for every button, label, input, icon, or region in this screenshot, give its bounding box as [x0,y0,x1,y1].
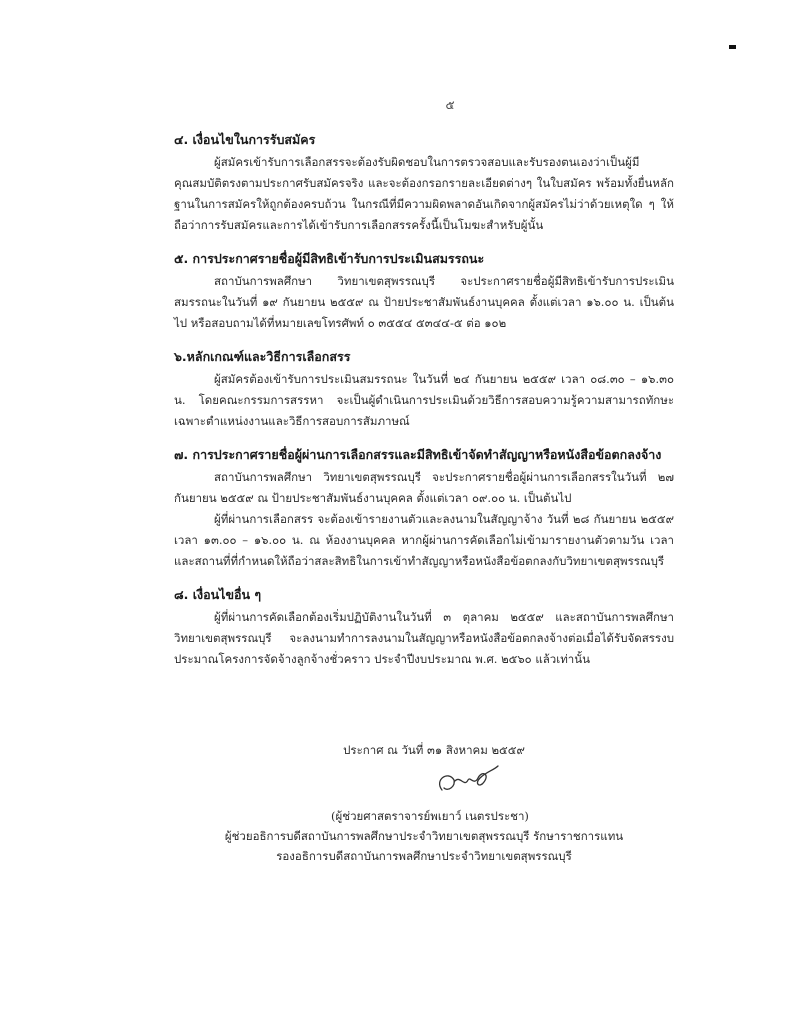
section-heading: ๗. การประกาศรายชื่อผู้ผ่านการเลือกสรรและมีสิทธิเข้าจัดทำสัญญาหรือหนังสือข้อตกลงจ้าง [174,447,662,462]
section-paragraph: ผู้ที่ผ่านการคัดเลือกต้องเริ่มปฏิบัติงานในวันที่ ๓ ตุลาคม ๒๕๕๙ และสถาบันการพลศึกษา วิทยาเขตสุพรรณบุรี จะลงนามทำการลงนามในสัญญาหรือหนังสือข้อตกลงจ้างต่อเมื่อได้รับจัดสรรงบประมาณโครงการจัดจ้างลูกจ้างชั่วคราว ประจำปีงบประมาณ พ.ศ. ๒๕๖๐ แล้วเท่านั้น [174,610,674,666]
section-paragraph: ผู้สมัครต้องเข้ารับการประเมินสมรรถนะ ในวันที่ ๒๔ กันยายน ๒๕๕๙ เวลา ๐๘.๓๐ – ๑๖.๓๐ น. โดยคณะกรรมการสรรหา จะเป็นผู้ดำเนินการประเมินด้วยวิธีการสอบความรู้ความสามารถทักษะเฉพาะตำแหน่งงานและวิธีการสอบการสัมภาษณ์ [174,372,674,428]
announcement-date: ประกาศ ณ วันที่ ๓๑ สิงหาคม ๒๕๕๙ [343,743,525,757]
section-selection-criteria [174,347,674,432]
closing-block [174,740,674,866]
section-passed-list-announcement [174,445,674,572]
scan-mark [729,45,736,49]
section-other-conditions [174,585,674,670]
signature-icon [430,762,500,802]
page-number: ๕ [445,98,455,112]
section-paragraph: สถาบันการพลศึกษา วิทยาเขตสุพรรณบุรี จะประกาศรายชื่อผู้มีสิทธิเข้ารับการประเมินสมรรถนะในวันที่ ๑๙ กันยายน ๒๕๕๙ ณ ป้ายประชาสัมพันธ์งานบุคคล ตั้งแต่เวลา ๑๖.๐๐ น. เป็นต้นไป หรือสอบถามได้ที่หมายเลขโทรศัพท์ ๐ ๓๕๕๔ ๕๓๔๔-๕ ต่อ ๑๐๒ [174,274,674,330]
section-eligible-list-announcement [174,249,674,334]
section-paragraph: สถาบันการพลศึกษา วิทยาเขตสุพรรณบุรี จะประกาศรายชื่อผู้ผ่านการเลือกสรรในวันที่ ๒๗ กันยายน ๒๕๕๙ ณ ป้ายประชาสัมพันธ์งานบุคคล ตั้งแต่เวลา ๐๙.๐๐ น. เป็นต้นไป [174,470,674,505]
signer-title-acting: รองอธิการบดีสถาบันการพลศึกษาประจำวิทยาเขตสุพรรณบุรี [276,849,572,863]
section-heading: ๕. การประกาศรายชื่อผู้มีสิทธิเข้ารับการประเมินสมรรถนะ [174,251,485,266]
section-application-conditions [174,130,674,236]
section-paragraph: ผู้ที่ผ่านการเลือกสรร จะต้องเข้ารายงานตัวและลงนามในสัญญาจ้าง วันที่ ๒๘ กันยายน ๒๕๕๙ เวลา ๑๓.๐๐ – ๑๖.๐๐ น. ณ ห้องงานบุคคล หากผู้ผ่านการคัดเลือกไม่เข้ามารายงานตัวตามวัน เวลา และสถานที่ที่กำหนดให้ถือว่าสละสิทธิในการเข้าทำสัญญาหรือหนังสือข้อตกลงกับวิทยาเขตสุพรรณบุรี [174,512,674,568]
section-heading: ๘. เงื่อนไขอื่น ๆ [174,587,262,602]
section-heading: ๖.หลักเกณฑ์และวิธีการเลือกสรร [174,349,351,364]
signer-name: (ผู้ช่วยศาสตราจารย์พเยาว์ เนตรประชา) [331,809,529,823]
signature [174,760,674,806]
document-body [174,130,674,683]
signer-title: ผู้ช่วยอธิการบดีสถาบันการพลศึกษาประจำวิทยาเขตสุพรรณบุรี รักษาราชการแทน [224,829,624,843]
section-heading: ๔. เงื่อนไขในการรับสมัคร [174,132,316,147]
section-paragraph: ผู้สมัครเข้ารับการเลือกสรรจะต้องรับผิดชอบในการตรวจสอบและรับรองตนเองว่าเป็นผู้มีคุณสมบัติตรงตามประกาศรับสมัครจริง และจะต้องกรอกรายละเอียดต่างๆ ในใบสมัคร พร้อมทั้งยื่นหลักฐานในการสมัครให้ถูกต้องครบถ้วน ในกรณีที่มีความผิดพลาดอันเกิดจากผู้สมัครไม่ว่าด้วยเหตุใด ๆ ให้ถือว่าการรับสมัครและการได้เข้ารับการเลือกสรรครั้งนี้เป็นโมฆะสำหรับผู้นั้น [174,155,674,232]
